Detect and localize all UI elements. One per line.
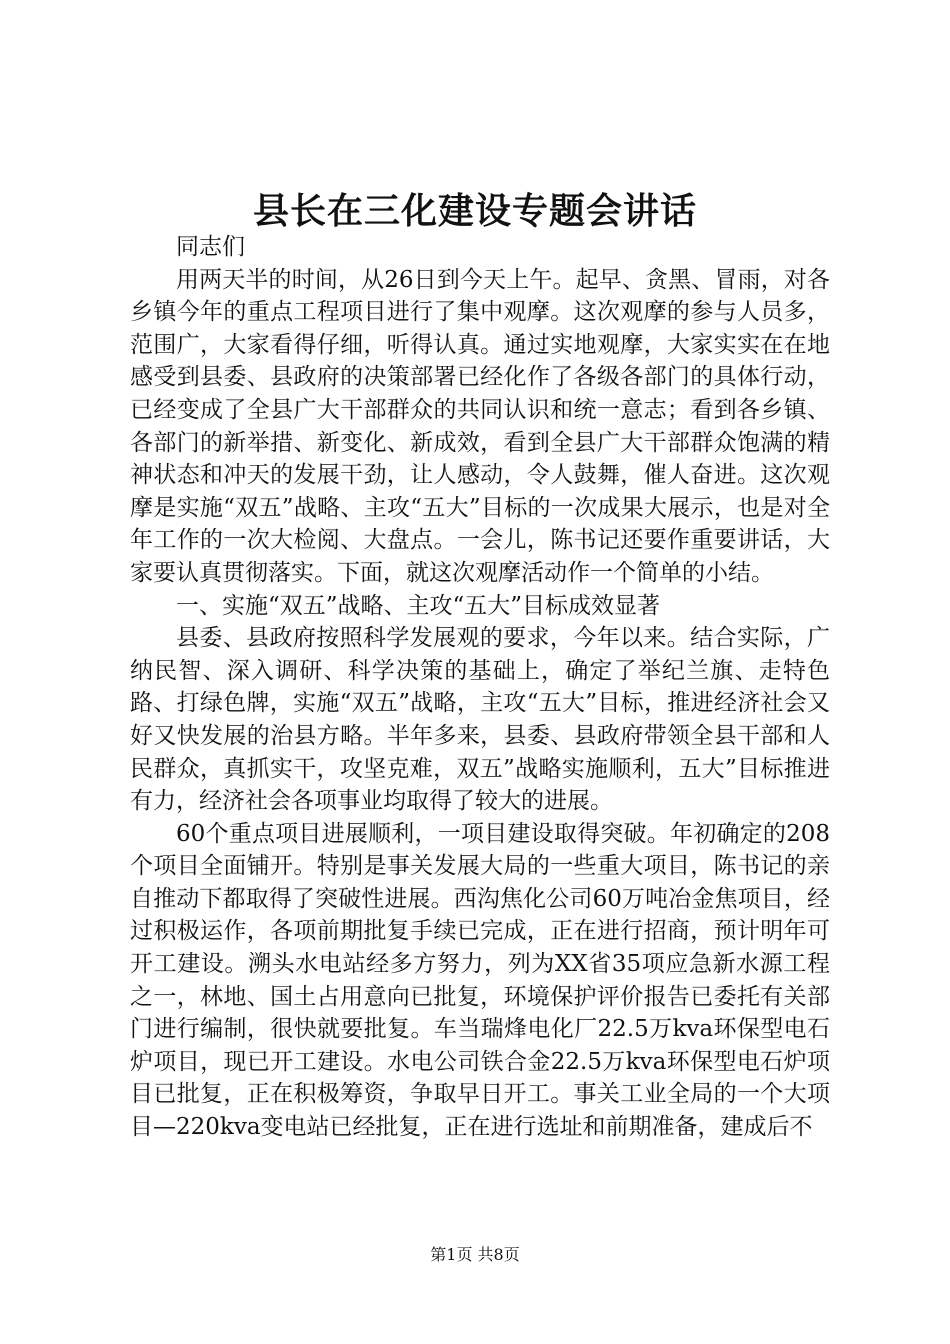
salutation-paragraph: 同志们	[176, 234, 245, 260]
body-paragraph: 60个重点项目进展顺利，一项目建设取得突破。年初确定的208个项目全面铺开。特别是事关发展大局的一些重大项目，陈书记的亲自推动下都取得了突破性进展。西沟焦化公司60万吨冶金焦项目，经过积极运作，各项前期批复手续已完成，正在进行招商，预计明年可开工建设。溯头水电站经多方努力，列为XX省35项应急新水源工程之一，林地、国土占用意向已批复，环境保护评价报告已委托有关部门进行编制，很快就要批复。车当瑞烽电化厂22.5万kva环保型电石炉项目，现已开工建设。水电公司铁合金22.5万kva环保型电石炉项目已批复，正在积极筹资，争取早日开工。事关工业全局的一个大项目—220kva变电站已经批复，正在进行选址和前期准备，建成后不	[130, 820, 830, 1141]
document-title: 县长在三化建设专题会讲话	[252, 190, 697, 232]
intro-paragraph: 用两天半的时间，从26日到今天上午。起早、贪黑、冒雨，对各乡镇今年的重点工程项目进行了集中观摩。这次观摩的参与人员多，范围广，大家看得仔细，听得认真。通过实地观摩，大家实实在在地感受到县委、县政府的决策部署已经化作了各级各部门的具体行动，已经变成了全县广大干部群众的共同认识和统一意志；看到各乡镇、各部门的新举措、新变化、新成效，看到全县广大干部群众饱满的精神状态和冲天的发展干劲，让人感动，令人鼓舞，催人奋进。这次观摩是实施“双五”战略、主攻“五大”目标的一次成果大展示，也是对全年工作的一次大检阅、大盘点。一会儿，陈书记还要作重要讲话，大家要认真贯彻落实。下面，就这次观摩活动作一个简单的小结。	[130, 266, 830, 586]
document-body	[130, 231, 830, 1144]
section-heading: 一、实施“双五”战略、主攻“五大”目标成效显著	[176, 592, 661, 619]
body-paragraph: 县委、县政府按照科学发展观的要求，今年以来。结合实际，广纳民智、深入调研、科学决策的基础上，确定了举纪兰旗、走特色路、打绿色牌，实施“双五”战略，主攻“五大”目标，推进经济社会又好又快发展的治县方略。半年多来，县委、县政府带领全县干部和人民群众，真抓实干，攻坚克难，双五”战略实施顺利，五大”目标推进有力，经济社会各项事业均取得了较大的进展。	[130, 625, 830, 815]
page-number-footer: 第1页 共8页	[430, 1245, 520, 1264]
